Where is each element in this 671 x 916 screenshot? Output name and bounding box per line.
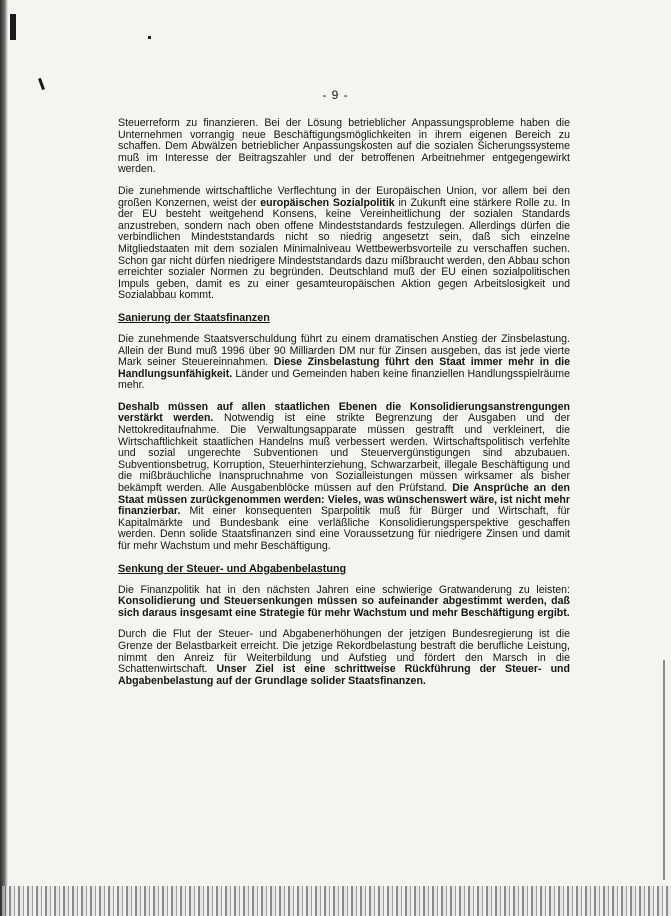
bold-text: Konsolidierung und Steuersenkungen müssen so aufeinander abgestimmt werden, daß sich daraus insgesamt eine Strategie für mehr Wachstum und mehr Beschäftigung ergibt. — [118, 595, 570, 619]
scan-edge-bottom — [0, 886, 671, 916]
scan-edge — [0, 0, 8, 916]
paragraph — [118, 186, 570, 302]
text-run: in Zukunft eine stärkere Rolle zu. In der EU besteht weitgehend Konsens, keine Vereinheitlichung der sozialen Standards anzustreben, sondern nach oben offene Mindeststandards festzulegen. Allerdings dürfen die verbindlichen Mindeststandards nicht so niedrig angesetzt sein, daß sich einzelne Mitgliedstaaten mit dem sozialen Minimalniveau Wettbewerbsvorteile zu verschaffen suchen. Schon gar nicht dürfen niedrigere Mindeststandards dazu mißbraucht werden, den Abbau schon erreichter sozialer Normen zu begründen. Deutschland muß der EU einen sozialpolitischen Impuls geben, damit es zu einer gesamteuropäischen Aktion gegen Arbeitslosigkeit und Sozialabbau kommt. — [118, 196, 570, 302]
paragraph — [118, 402, 570, 553]
text-run: Die zunehmende Staatsverschuldung führt zu einem dramatischen Anstieg der Zinsbelastung. Allein der Bund muß 1996 über 90 Milliarden DM nur für Zinsen ausgeben, das ist jede vierte Mark seiner Steuereinnahmen. — [118, 332, 570, 369]
bold-text: europäischen Sozialpolitik — [260, 196, 395, 209]
section-heading: Senkung der Steuer- und Abgabenbelastung — [118, 562, 347, 575]
text-run: Notwendig ist eine strikte Begrenzung der Ausgaben und der Nettokreditaufnahme. Die Verwaltungsapparate müssen gestrafft und verkleinert, die Wirtschaftlichkeit staatlichen Handelns muß verbessert werden. Wirtschaftspolitisch verfehlte und sozial ungerechte Subventionen und Steuervergünstigungen sind abzubauen. Subventionsbetrug, Korruption, Steuerhinterziehung, Schwarzarbeit, illegale Beschäftigung und die mißbräuchliche Inanspruchnahme von Sozialleistungen müssen wirksamer als bisher bekämpft werden. Alle Ausgabenblöcke müssen auf den Prüfstand. — [118, 412, 570, 495]
bold-text: Unser Ziel ist eine schrittweise Rückführung der Steuer- und Abgabenbelastung auf der Grundlage solider Staatsfinanzen. — [118, 663, 570, 687]
text-run: Die Finanzpolitik hat in den nächsten Jahren eine schwierige Gratwanderung zu leisten: — [118, 583, 570, 596]
scan-speck — [148, 36, 151, 39]
bold-text: Die Ansprüche an den Staat müssen zurückgenommen werden: Vieles, was wünschenswert wäre, ist nicht mehr finanzierbar. — [118, 482, 570, 518]
page-number: - 9 - — [322, 88, 349, 102]
scan-speck — [10, 14, 16, 40]
paragraph — [118, 585, 570, 620]
bold-text: Diese Zinsbelastung führt den Staat immer mehr in die Handlungsunfähigkeit. — [118, 356, 570, 380]
scan-edge-right — [663, 660, 665, 880]
text-run: Steuerreform zu finanzieren. Bei der Lösung betrieblicher Anpassungsprobleme haben die Unternehmen vorrangig neue Beschäftigungsmöglichkeiten in ihrem eigenen Bereich zu schaffen. Dem Abwälzen betrieblicher Anpassungskosten auf die sozialen Sicherungssysteme muß im Interesse der Beitragszahler und der betroffenen Arbeitnehmer entgegengewirkt werden. — [118, 117, 570, 176]
paragraph — [118, 629, 570, 687]
section-heading: Sanierung der Staatsfinanzen — [118, 311, 270, 324]
text-run: Mit einer konsequenten Sparpolitik muß für Bürger und Wirtschaft, für Kapitalmärkte und Bundesbank eine verläßliche Konsolidierungsperspektive geschaffen werden. Denn solide Staatsfinanzen sind eine Voraussetzung für niedrigere Zinsen und damit für mehr Wachstum und mehr Beschäftigung. — [118, 505, 570, 552]
text-run: Länder und Gemeinden haben keine finanziellen Handlungsspielräume mehr. — [118, 367, 570, 392]
paragraph — [118, 334, 570, 392]
paragraph — [118, 118, 570, 176]
document-body — [118, 118, 570, 697]
text-run: Die zunehmende wirtschaftliche Verflechtung in der Europäischen Union, vor allem bei den großen Konzernen, weist der — [118, 184, 570, 209]
bold-text: Deshalb müssen auf allen staatlichen Ebenen die Konsolidierungsanstrengungen verstärkt werden. — [118, 400, 570, 425]
text-run: Durch die Flut der Steuer- und Abgabenerhöhungen der jetzigen Bundesregierung ist die Grenze der Belastbarkeit erreicht. Die jetzige Rekordbelastung bestraft die berufliche Leistung, nimmt den Anreiz für Weiterbildung und Aufstieg und fördert den Marsch in die Schattenwirtschaft. — [118, 628, 570, 676]
